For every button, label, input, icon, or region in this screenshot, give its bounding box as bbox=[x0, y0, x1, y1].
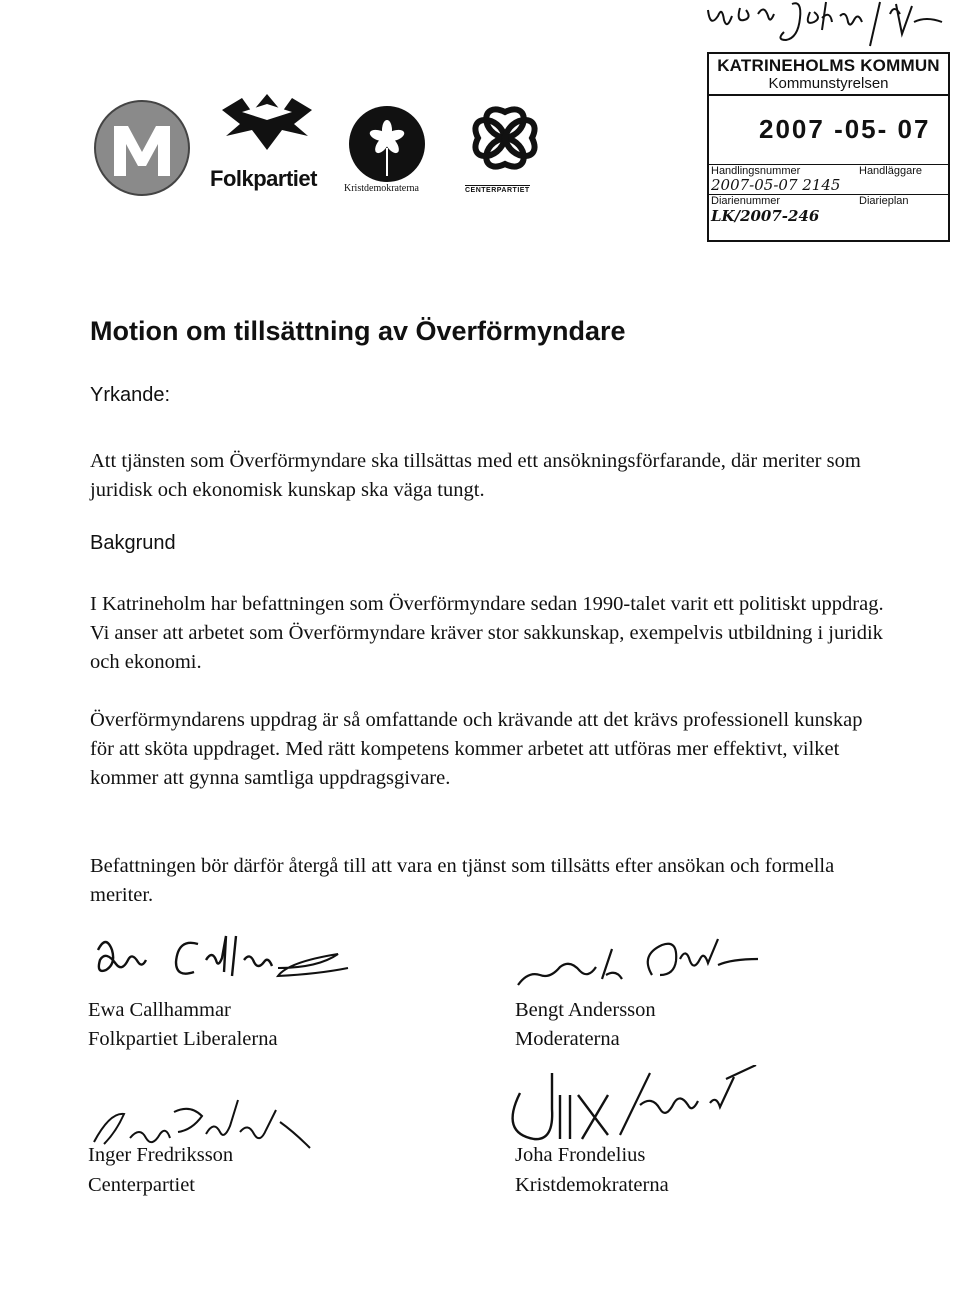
stamp-label-diarieplan: Diarieplan bbox=[859, 195, 909, 207]
paragraph-3: Befattningen bör därför återgå till att vara en tjänst som tillsätts efter ansökan och formella meriter. bbox=[90, 855, 835, 906]
logo-label-kristdemokraterna: Kristdemokraterna bbox=[344, 183, 419, 194]
kristdemokraterna-logo-icon bbox=[347, 104, 427, 184]
stamp-label-handlingsnummer: Handlingsnummer bbox=[711, 165, 801, 177]
paragraph-1: I Katrineholm har befattningen som Överförmyndare sedan 1990-talet varit ett politiskt uppdrag. Vi anser att arbetet som Överförmyndare kräver stor sakkunskap, exempelvis utbildning i juridik och ekonomi. bbox=[90, 593, 884, 673]
signatory-party-4: Kristdemokraterna bbox=[515, 1174, 669, 1196]
moderaterna-logo-icon bbox=[92, 98, 192, 198]
handwritten-note bbox=[700, 0, 950, 52]
bakgrund-heading: Bakgrund bbox=[90, 532, 176, 554]
yrkande-heading: Yrkande: bbox=[90, 384, 171, 406]
document-title: Motion om tillsättning av Överförmyndare bbox=[90, 316, 626, 346]
stamp-date: 2007 -05- 07 bbox=[759, 114, 931, 144]
logo-label-folkpartiet: Folkpartiet bbox=[210, 166, 317, 191]
signatory-party-2: Moderaterna bbox=[515, 1028, 620, 1050]
signature-ewa-callhammar bbox=[88, 930, 358, 995]
yrkande-text: Att tjänsten som Överförmyndare ska tillsättas med ett ansökningsförfarande, där meriter som juridisk och ekonomisk kunskap ska väga tungt. bbox=[90, 450, 861, 501]
registration-stamp bbox=[707, 52, 950, 242]
folkpartiet-logo-icon bbox=[212, 90, 322, 160]
signatory-name-2: Bengt Andersson bbox=[515, 999, 656, 1021]
stamp-label-diarienummer: Diarienummer bbox=[711, 195, 781, 207]
stamp-org: KATRINEHOLMS KOMMUN bbox=[717, 56, 940, 75]
stamp-diarienummer-value: LK/2007-246 bbox=[711, 207, 820, 225]
centerpartiet-logo-icon bbox=[460, 94, 550, 182]
paragraph-2: Överförmyndarens uppdrag är så omfattande och krävande att det krävs professionell kunskap för att sköta uppdraget. Med rätt kompetens kommer arbetet att utföras mer effektivt, vilket kommer att gynna samtliga uppdragsgivare. bbox=[90, 709, 863, 789]
stamp-dept: Kommunstyrelsen bbox=[768, 75, 889, 92]
party-logos bbox=[92, 90, 552, 200]
signature-bengt-andersson bbox=[512, 935, 762, 1005]
signatory-name-3: Inger Fredriksson bbox=[88, 1144, 234, 1166]
stamp-label-handlaggare: Handläggare bbox=[859, 165, 922, 177]
signatory-name-1: Ewa Callhammar bbox=[88, 999, 231, 1021]
signatory-party-1: Folkpartiet Liberalerna bbox=[88, 1028, 278, 1050]
signatory-party-3: Centerpartiet bbox=[88, 1174, 196, 1196]
stamp-handlingsnummer-value: 2007-05-07 2145 bbox=[711, 176, 841, 194]
signatory-name-4: Joha Frondelius bbox=[515, 1144, 646, 1166]
logo-label-centerpartiet: CENTERPARTIET bbox=[465, 187, 530, 194]
